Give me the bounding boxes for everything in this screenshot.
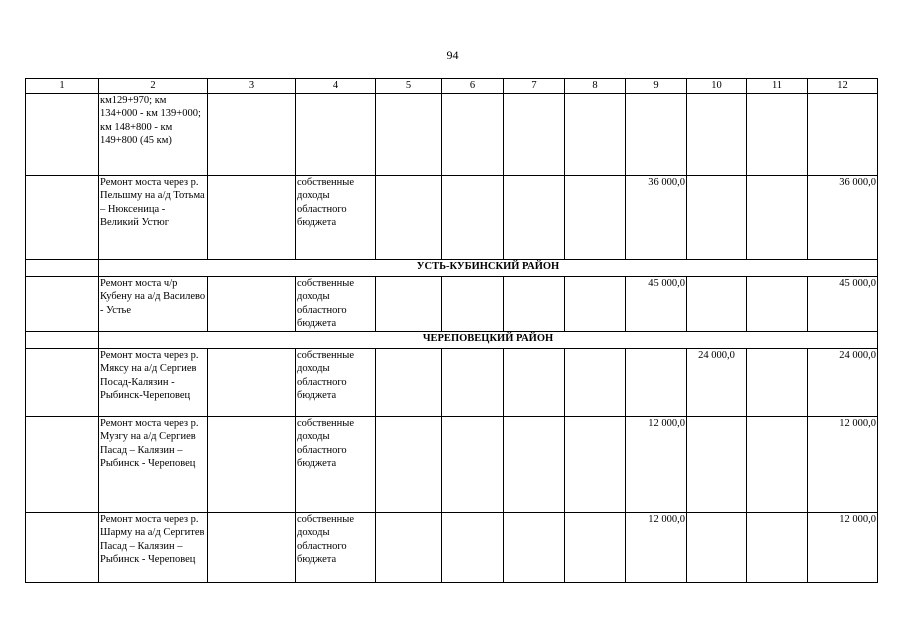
- district-heading: УСТЬ-КУБИНСКИЙ РАЙОН: [99, 260, 878, 277]
- column-header: 4: [296, 79, 376, 94]
- column-header: 9: [626, 79, 687, 94]
- work-description: Ремонт моста через р. Шарму на а/д Сергитев Пасад – Калязин – Рыбинск - Череповец: [99, 513, 208, 583]
- work-description: Ремонт моста через р. Мяксу на а/д Сергиев Посад-Калязин - Рыбинск-Череповец: [99, 349, 208, 417]
- column-header: 3: [208, 79, 296, 94]
- district-heading: ЧЕРЕПОВЕЦКИЙ РАЙОН: [99, 332, 878, 349]
- district-row: [26, 332, 878, 349]
- work-description: Ремонт моста через р. Музгу на а/д Сергиев Пасад – Калязин – Рыбинск - Череповец: [99, 417, 208, 513]
- work-description: Ремонт моста через р. Пельшму на а/д Тотьма – Нюксеница - Великий Устюг: [99, 176, 208, 260]
- funding-source: собственные доходы областного бюджета: [296, 417, 376, 513]
- funding-source: собственные доходы областного бюджета: [296, 277, 376, 332]
- table-row: [26, 417, 878, 513]
- amount-col9: [626, 349, 687, 417]
- column-header: 11: [747, 79, 808, 94]
- amount-col9: 12 000,0: [626, 417, 687, 513]
- work-description: км129+970; км 134+000 - км 139+000; км 148+800 - км 149+800 (45 км): [99, 94, 208, 176]
- amount-total: 24 000,0: [808, 349, 878, 417]
- table-row: [26, 277, 878, 332]
- amount-col10: [687, 277, 747, 332]
- table-row: [26, 176, 878, 260]
- amount-total: 12 000,0: [808, 513, 878, 583]
- column-header: 6: [442, 79, 504, 94]
- column-header: 12: [808, 79, 878, 94]
- column-header: 10: [687, 79, 747, 94]
- work-description: Ремонт моста ч/р Кубену на а/д Василево - Устье: [99, 277, 208, 332]
- district-row: [26, 260, 878, 277]
- amount-col10: [687, 176, 747, 260]
- amount-total: 45 000,0: [808, 277, 878, 332]
- page-number: 94: [446, 48, 459, 62]
- column-header: 1: [26, 79, 99, 94]
- amount-col9: 45 000,0: [626, 277, 687, 332]
- table-header-row: [26, 79, 878, 94]
- amount-col10: [687, 94, 747, 176]
- amount-col9: 12 000,0: [626, 513, 687, 583]
- amount-col10: [687, 513, 747, 583]
- funding-source: собственные доходы областного бюджета: [296, 513, 376, 583]
- column-header: 7: [504, 79, 565, 94]
- column-header: 8: [565, 79, 626, 94]
- amount-col10: [687, 417, 747, 513]
- funding-source: собственные доходы областного бюджета: [296, 349, 376, 417]
- column-header: 5: [376, 79, 442, 94]
- funding-source: собственные доходы областного бюджета: [296, 176, 376, 260]
- table-row: [26, 349, 878, 417]
- column-header: 2: [99, 79, 208, 94]
- table-row: [26, 94, 878, 176]
- amount-total: 12 000,0: [808, 417, 878, 513]
- table-row: [26, 513, 878, 583]
- funding-source: [296, 94, 376, 176]
- budget-table: [25, 78, 878, 583]
- amount-total: 36 000,0: [808, 176, 878, 260]
- amount-col10: 24 000,0: [687, 349, 747, 417]
- amount-col9: 36 000,0: [626, 176, 687, 260]
- amount-total: [808, 94, 878, 176]
- amount-col9: [626, 94, 687, 176]
